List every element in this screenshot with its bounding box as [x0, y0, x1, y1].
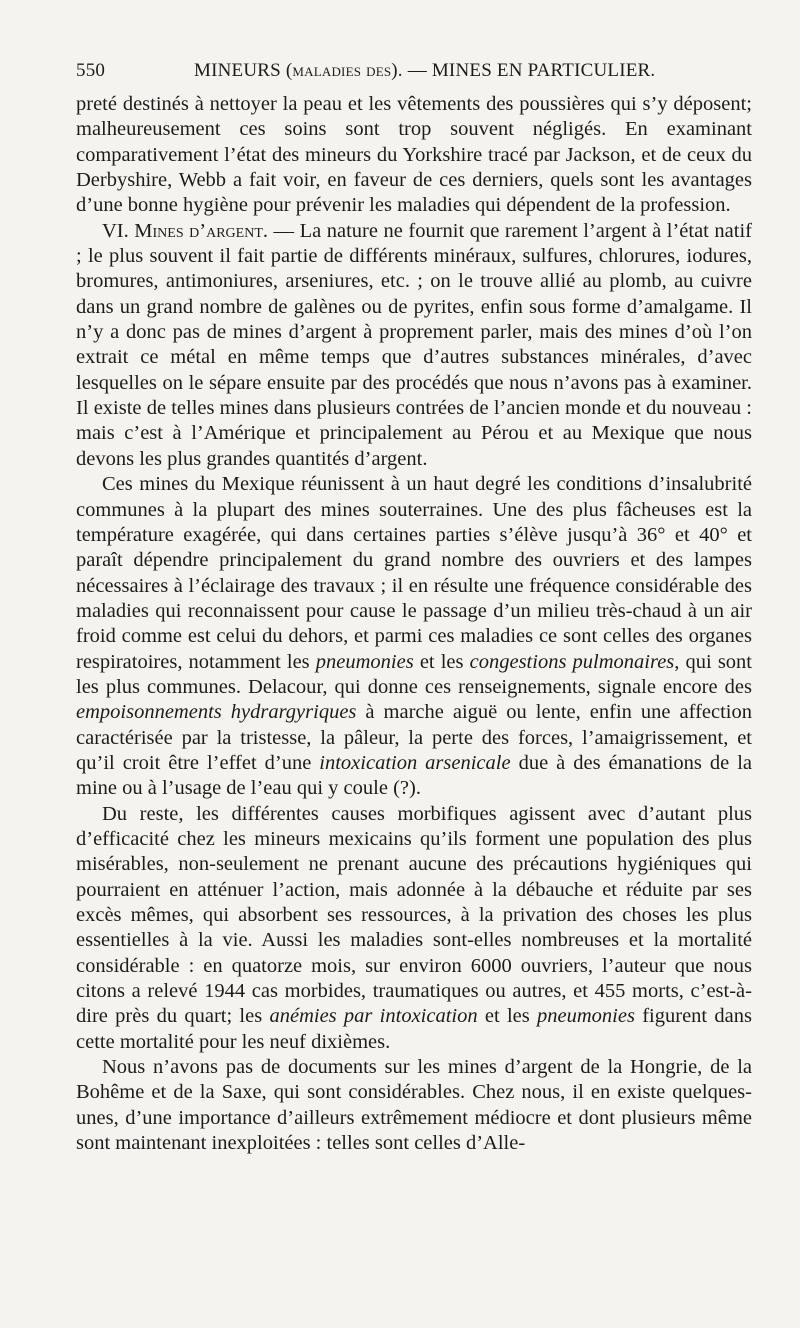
section-heading: Mines d’argent.: [134, 219, 269, 242]
italic-term: intoxication arsenicale: [319, 751, 511, 774]
paragraph: [76, 219, 752, 472]
italic-term: congestions pulmonaires: [469, 650, 675, 673]
text-run: Ces mines du Mexique réunissent à un haut degré les conditions d’insalubrité communes à la plupart des mines souterraines. Une des plus fâcheuses est la température exagérée, qui dans certaines parties s’élève jusqu’à 36° et 40° et paraît dépendre principalement du grand nombre des ouvriers et des lampes nécessaires à l’éclairage des travaux ; il en résulte une fréquence considérable des maladies qui reconnaissent pour cause le passage d’un milieu très-chaud à un air froid comme est celui du dehors, et parmi ces maladies ce sont celles des organes respiratoires, notamment les: [76, 473, 752, 673]
text-run: et les: [413, 650, 470, 673]
text-run: à marche aiguë ou lente, enfin une affection caractérisée par la tristesse, la pâleur, la perte des forces, l’amaigrissement, et qu’il croit être l’effet d’une: [76, 701, 752, 774]
italic-term: pneumonies: [315, 650, 414, 673]
text-run: due à des émanations de la mine ou à l’usage de l’eau qui y coule (?).: [76, 751, 752, 800]
text-run: , qui sont les plus communes. Delacour, qui donne ces renseignements, signale encore des: [76, 650, 752, 698]
body-text: [76, 92, 752, 1156]
text-run: preté destinés à nettoyer la peau et les vêtements des poussières qui s’y déposent; malheureusement ces soins sont trop souvent négligés. En examinant comparativement l’état des mineurs du Yorkshire tracé par Jackson, et de ceux du Derbyshire, Webb a fait voir, en faveur de ces derniers, quels sont les avantages d’une bonne hygiène pour prévenir les maladies qui dépendent de la profession.: [76, 93, 752, 217]
page-number: 550: [76, 60, 106, 81]
paragraph: [76, 92, 752, 219]
running-title: MINEURS (maladies des). — MINES EN PARTICULIER.: [194, 60, 656, 81]
italic-term: pneumonies: [537, 1005, 635, 1028]
text-run: Nous n’avons pas de documents sur les mines d’argent de la Hongrie, de la Bohême et de la Saxe, qui sont considérables. Chez nous, il en existe quelques-unes, d’une importance d’ailleurs extrêmement médiocre et dont plusieurs même sont maintenant inexploitées : telles sont celles d’Alle-: [76, 1056, 752, 1155]
italic-term: empoisonnements hydrargyriques: [76, 701, 357, 724]
page-header: [76, 60, 752, 86]
text-run: Du reste, les différentes causes morbifiques agissent avec d’autant plus d’efficacité chez les mineurs mexicains qu’ils forment une population des plus misérables, non-seulement ne prenant aucune des précautions hygiéniques qui pourraient en atténuer l’action, mais adonnée à la débauche et réduite par ses excès mêmes, qui absorbent ses ressources, à la privation des choses les plus essentielles à la vie. Aussi les maladies sont-elles nombreuses et la mortalité considérable : en quatorze mois, sur environ 6000 ouvriers, l’auteur que nous citons a relevé 1944 cas morbides, traumatiques ou autres, et 455 morts, c’est-à-dire près du quart; les: [76, 802, 752, 1028]
text-run: — La nature ne fournit que rarement l’argent à l’état natif ; le plus souvent il fait partie de différents minéraux, sulfures, chlorures, iodures, bromures, antimoniures, arseniures, etc. ; on le trouve allié au plomb, au cuivre dans un grand nombre de galènes ou de pyrites, enfin sous forme d’amalgame. Il n’y a donc pas de mines d’argent à proprement parler, mais des mines d’où l’on extrait ce métal en même temps que d’autres substances minérales, d’avec lesquelles on le sépare ensuite par des procédés que nous n’avons pas à examiner. Il existe de telles mines dans plusieurs contrées de l’ancien monde et du nouveau : mais c’est à l’Amérique et principalement au Pérou et au Mexique que nous devons les plus grandes quantités d’argent.: [76, 219, 752, 470]
text-run: VI.: [102, 219, 135, 242]
paragraph: [76, 1055, 752, 1156]
paragraph: [76, 802, 752, 1055]
paragraph: [76, 472, 752, 801]
text-run: et les: [477, 1005, 538, 1028]
italic-term: anémies par intoxication: [269, 1005, 478, 1028]
text-run: figurent dans cette mortalité pour les neuf dixièmes.: [76, 1005, 752, 1053]
